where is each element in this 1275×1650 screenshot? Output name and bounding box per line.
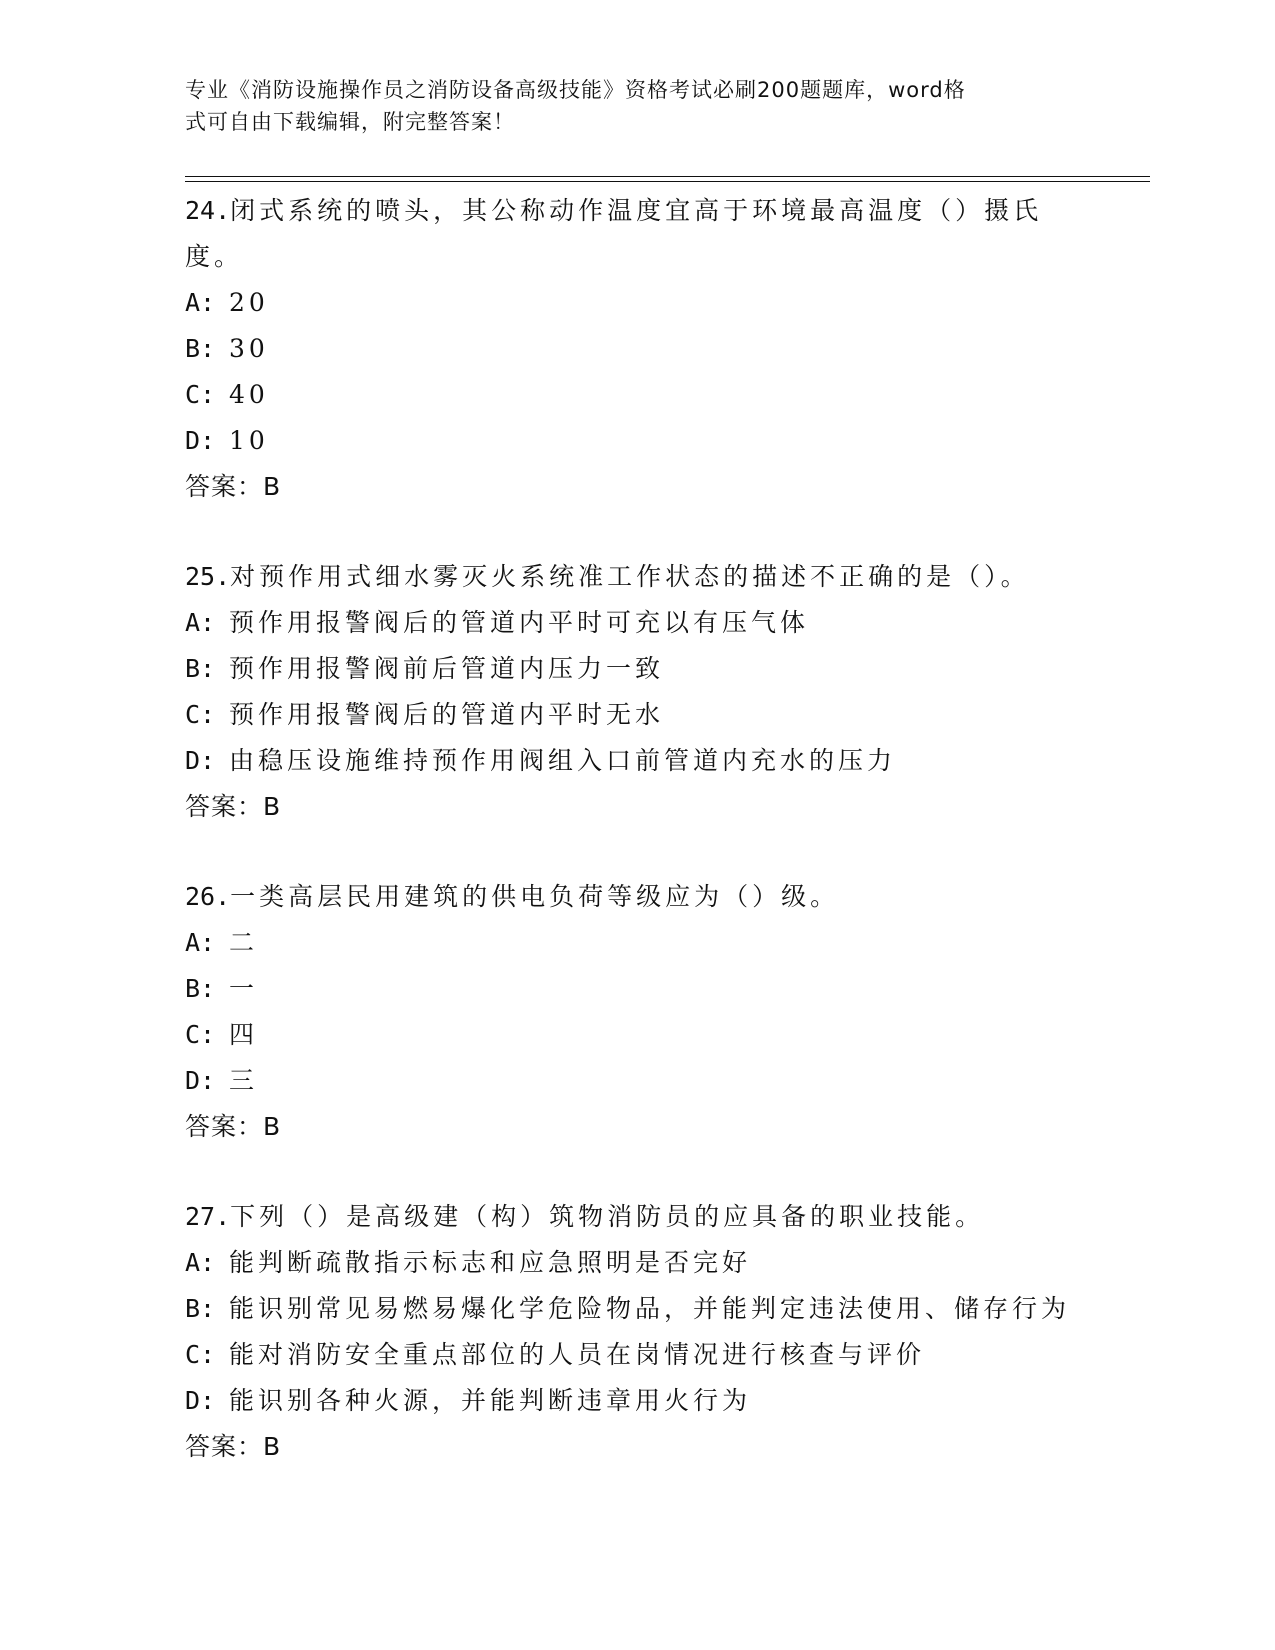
option-text: 能判断疏散指示标志和应急照明是否完好: [229, 1248, 752, 1277]
header-line-2: 式可自由下载编辑，附完整答案！: [185, 110, 515, 134]
question-text: 对预作用式细水雾灭火系统准工作状态的描述不正确的是（）。: [230, 562, 1030, 591]
option-text: 40: [229, 380, 269, 409]
option-letter: C:: [185, 1340, 216, 1369]
document-header: [185, 74, 1065, 138]
question-27: [185, 1194, 1075, 1470]
option-c: [185, 692, 1075, 738]
question-number: 24.: [185, 196, 231, 225]
answer-line: 答案：B: [185, 472, 282, 501]
question-stem: [185, 188, 1075, 280]
option-letter: B:: [185, 334, 216, 363]
option-a: [185, 600, 1075, 646]
question-text: 下列（）是高级建（构）筑物消防员的应具备的职业技能。: [230, 1202, 985, 1231]
option-letter: D:: [185, 1386, 216, 1415]
option-letter: A:: [185, 608, 216, 637]
option-d: [185, 418, 1075, 464]
option-text: 能识别常见易燃易爆化学危险物品，并能判定违法使用、储存行为: [229, 1294, 1071, 1323]
question-26: [185, 874, 1075, 1150]
option-letter: D:: [185, 426, 216, 455]
answer-line: 答案：B: [185, 1112, 282, 1141]
option-d: [185, 1378, 1075, 1424]
option-a: [185, 280, 1075, 326]
option-a: [185, 920, 1075, 966]
option-text: 三: [229, 1066, 259, 1095]
option-letter: B:: [185, 654, 216, 683]
answer-line: 答案：B: [185, 792, 282, 821]
option-text: 由稳压设施维持预作用阀组入口前管道内充水的压力: [229, 746, 897, 775]
question-number: 25.: [185, 562, 231, 591]
option-text: 预作用报警阀前后管道内压力一致: [229, 654, 665, 683]
option-text: 四: [229, 1020, 259, 1049]
question-text: 闭式系统的喷头，其公称动作温度宜高于环境最高温度（）摄氏度。: [185, 196, 1043, 271]
header-line-1: 专业《消防设施操作员之消防设备高级技能》资格考试必刷200题题库，word格: [185, 78, 966, 102]
option-letter: A:: [185, 288, 216, 317]
option-d: [185, 738, 1075, 784]
option-text: 预作用报警阀后的管道内平时无水: [229, 700, 665, 729]
option-letter: A:: [185, 1248, 216, 1277]
option-text: 预作用报警阀后的管道内平时可充以有压气体: [229, 608, 810, 637]
option-c: [185, 1332, 1075, 1378]
header-divider-bottom: [185, 181, 1150, 182]
question-number: 27.: [185, 1202, 231, 1231]
option-text: 10: [229, 426, 269, 455]
option-b: [185, 966, 1075, 1012]
answer-line: 答案：B: [185, 1432, 282, 1461]
option-letter: D:: [185, 746, 216, 775]
option-text: 能对消防安全重点部位的人员在岗情况进行核查与评价: [229, 1340, 926, 1369]
option-d: [185, 1058, 1075, 1104]
option-c: [185, 372, 1075, 418]
option-letter: B:: [185, 1294, 216, 1323]
question-24: [185, 188, 1075, 510]
question-stem: [185, 554, 1075, 600]
option-letter: C:: [185, 380, 216, 409]
option-b: [185, 1286, 1075, 1332]
option-text: 30: [229, 334, 269, 363]
option-letter: C:: [185, 700, 216, 729]
question-stem: [185, 1194, 1075, 1240]
option-text: 一: [229, 974, 259, 1003]
question-stem: [185, 874, 1075, 920]
option-letter: D:: [185, 1066, 216, 1095]
option-text: 20: [229, 288, 269, 317]
question-number: 26.: [185, 882, 231, 911]
option-b: [185, 326, 1075, 372]
option-a: [185, 1240, 1075, 1286]
option-text: 二: [229, 928, 259, 957]
option-letter: C:: [185, 1020, 216, 1049]
option-text: 能识别各种火源，并能判断违章用火行为: [229, 1386, 752, 1415]
option-letter: A:: [185, 928, 216, 957]
option-letter: B:: [185, 974, 216, 1003]
header-divider-top: [185, 176, 1150, 177]
question-text: 一类高层民用建筑的供电负荷等级应为（）级。: [230, 882, 840, 911]
option-c: [185, 1012, 1075, 1058]
option-b: [185, 646, 1075, 692]
question-25: [185, 554, 1075, 830]
question-list: [185, 188, 1075, 1514]
